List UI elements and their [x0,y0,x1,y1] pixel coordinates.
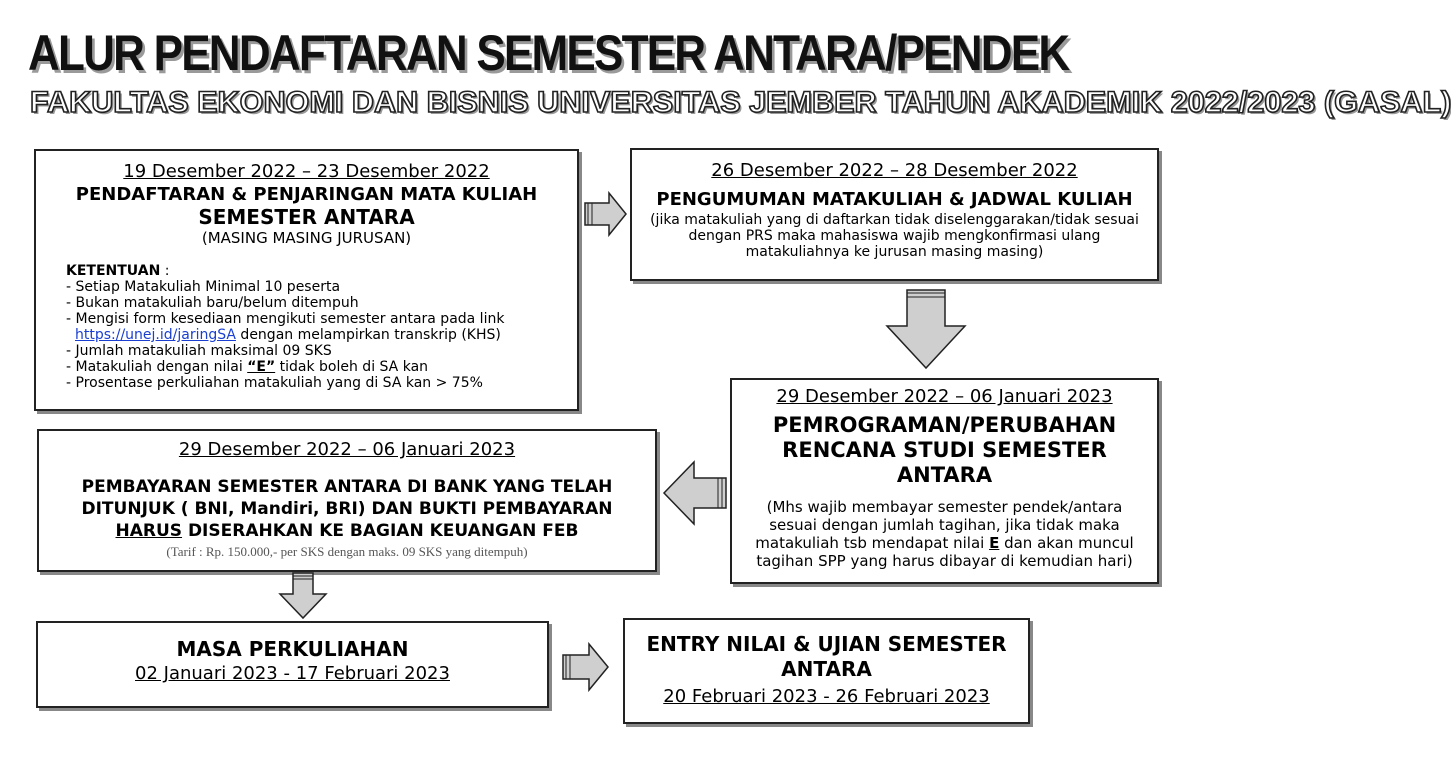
step-date: 20 Februari 2023 - 26 Februari 2023 [663,686,990,707]
step-lecture-period-box [36,621,549,708]
step-grade-entry-box [623,618,1030,724]
step-date: 29 Desember 2022 – 06 Januari 2023 [776,386,1113,407]
rule-item: - Setiap Matakuliah Minimal 10 peserta [66,279,341,295]
step-title: ENTRY NILAI & UJIAN SEMESTER ANTARA [646,632,1007,681]
rules-heading: KETENTUAN : [66,263,170,279]
registration-form-link[interactable]: https://unej.id/jaringSA [75,327,236,343]
step-study-plan-box [730,378,1159,584]
step-registration-box [34,149,579,411]
step-date: 19 Desember 2022 – 23 Desember 2022 [123,161,490,182]
step-date: 02 Januari 2023 - 17 Februari 2023 [135,663,450,684]
rule-item: - Jumlah matakuliah maksimal 09 SKS [66,343,332,359]
rule-item: - Bukan matakuliah baru/belum ditempuh [66,295,359,311]
rule-item: - Prosentase perkuliahan matakuliah yang di SA kan > 75% [66,375,483,391]
step-title: MASA PERKULIAHAN [176,637,409,661]
step-title: PEMROGRAMAN/PERUBAHAN RENCANA STUDI SEMESTER ANTARA [772,413,1117,487]
rules-list [66,263,577,391]
step-title-line2: SEMESTER ANTARA [198,205,415,229]
page-subtitle: FAKULTAS EKONOMI DAN BISNIS UNIVERSITAS JEMBER TAHUN AKADEMIK 2022/2023 (GASAL) [30,86,1451,119]
arrow-down-icon [278,572,328,620]
step-payment-box [37,429,657,572]
arrow-right-icon [584,191,628,237]
arrow-down-icon [885,288,967,370]
step-note: (MASING MASING JURUSAN) [201,229,412,247]
step-note: (jika matakuliah yang di daftarkan tidak diselenggarakan/tidak sesuai dengan PRS maka mahasiswa wajib mengkonfirmasi ulang matakuliahnya ke jurusan masing masing) [650,212,1139,260]
step-note: (Mhs wajib membayar semester pendek/antara sesuai dengan jumlah tagihan, jika tidak maka matakuliah tsb mendapat nilai E dan akan muncul tagihan SPP yang harus dibayar di kemudian hari) [755,498,1134,570]
step-date: 26 Desember 2022 – 28 Desember 2022 [711,160,1078,181]
step-date: 29 Desember 2022 – 06 Januari 2023 [178,439,516,460]
step-title: PEMBAYARAN SEMESTER ANTARA DI BANK YANG TELAH DITUNJUK ( BNI, Mandiri, BRI) DAN BUKTI PEMBAYARAN HARUS DISERAHKAN KE BAGIAN KEUANGAN FEB [81,477,613,541]
step-announcement-box [630,148,1159,281]
rule-item-link-line: https://unej.id/jaringSA dengan melampirkan transkrip (KHS) [75,327,501,343]
step-title: PENGUMUMAN MATAKULIAH & JADWAL KULIAH [656,189,1133,210]
arrow-right-icon [562,642,610,692]
step-title: PENDAFTARAN & PENJARINGAN MATA KULIAH [75,184,538,205]
rule-item: - Mengisi form kesediaan mengikuti semester antara pada link [66,311,505,327]
arrow-left-icon [662,460,728,526]
page-title: ALUR PENDAFTARAN SEMESTER ANTARA/PENDEK [28,25,1069,81]
rule-item: - Matakuliah dengan nilai “E” tidak boleh di SA kan [66,359,429,375]
step-note: (Tarif : Rp. 150.000,- per SKS dengan maks. 09 SKS yang ditempuh) [166,544,528,559]
